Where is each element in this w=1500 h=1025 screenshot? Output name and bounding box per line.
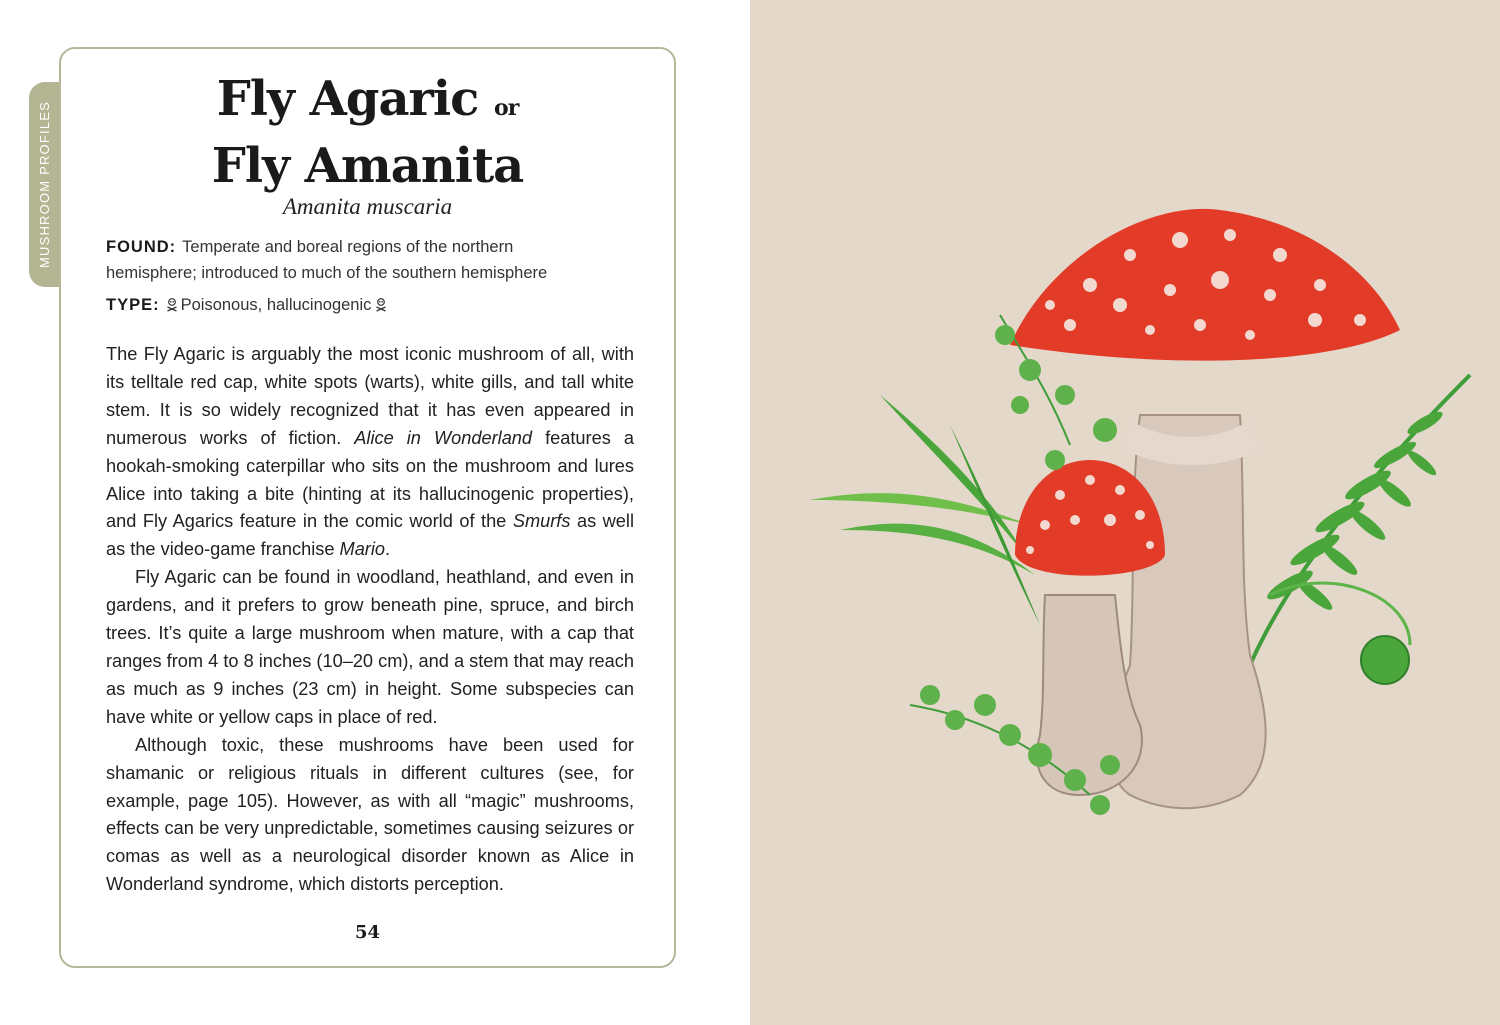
fly-agaric-illustration [770,195,1490,835]
skull-crossbones-icon [166,298,178,312]
found-text-1: Temperate and boreal regions of the northern [182,238,514,256]
title-line-1 [59,70,676,137]
type-text: Poisonous, hallucinogenic [180,296,372,314]
paragraph-1 [106,341,634,564]
section-tab-label-wrap [29,82,59,287]
common-name-1: Fly Agaric [216,71,479,127]
page-number: 54 [354,922,381,943]
skull-crossbones-icon [375,298,387,312]
body-text [106,341,634,899]
paragraph-1-text-a: The Fly Agaric is arguably the most iconic mushroom of all, with its telltale red cap, white spots (warts), white gills, and tall white stem. It is so widely recognized that it has even appeared in numerous works of fiction. [106,344,634,448]
book-title-alice: Alice in Wonderland [354,427,533,448]
section-tab-label: MUSHROOM PROFILES [36,100,52,269]
found-label: FOUND: [106,238,177,256]
type-field [106,292,636,318]
common-name-2: Fly Amanita [211,138,524,194]
paragraph-1-text-b: features a hookah-smoking caterpillar who sits on the mushroom and lures Alice into taking a bite (hinting at its hallucinogenic properties), and Fly Agarics feature in the comic world of the [106,427,634,532]
game-title-mario: Mario [339,539,386,560]
found-field [106,234,636,286]
page-title [59,70,676,195]
fern-leaflets [1264,408,1445,614]
scientific-name: Amanita muscaria [282,194,453,219]
paragraph-1-text-d: . [385,539,391,560]
type-label: TYPE: [106,296,160,314]
large-cap [1010,209,1400,361]
paragraph-2: Fly Agaric can be found in woodland, heathland, and even in gardens, and it prefers to grow beneath pine, spruce, and birch trees. It’s quite a large mushroom when mature, with a cap that ranges from 4 to 8 inches (10–20 cm), and a stem that may reach as much as 9 inches (23 cm) in height. Some subspecies can have white or yellow caps in place of red. [106,567,634,727]
fern-fiddlehead [1361,636,1409,684]
paragraph-3: Although toxic, these mushrooms have been used for shamanic or religious rituals in different cultures (see, for example, page 105). However, as with all “magic” mushrooms, effects can be very unpredictable, sometimes causing seizures or comas as well as a neurological disorder known as Alice in Wonderland syndrome, which distorts perception. [106,734,634,895]
title-connector: or [494,95,519,121]
comic-title-smurfs: Smurfs [512,511,571,532]
found-text-2: hemisphere; introduced to much of the southern hemisphere [106,264,548,282]
paragraph-1-text-c: as well as the video-game franchise [106,511,634,560]
